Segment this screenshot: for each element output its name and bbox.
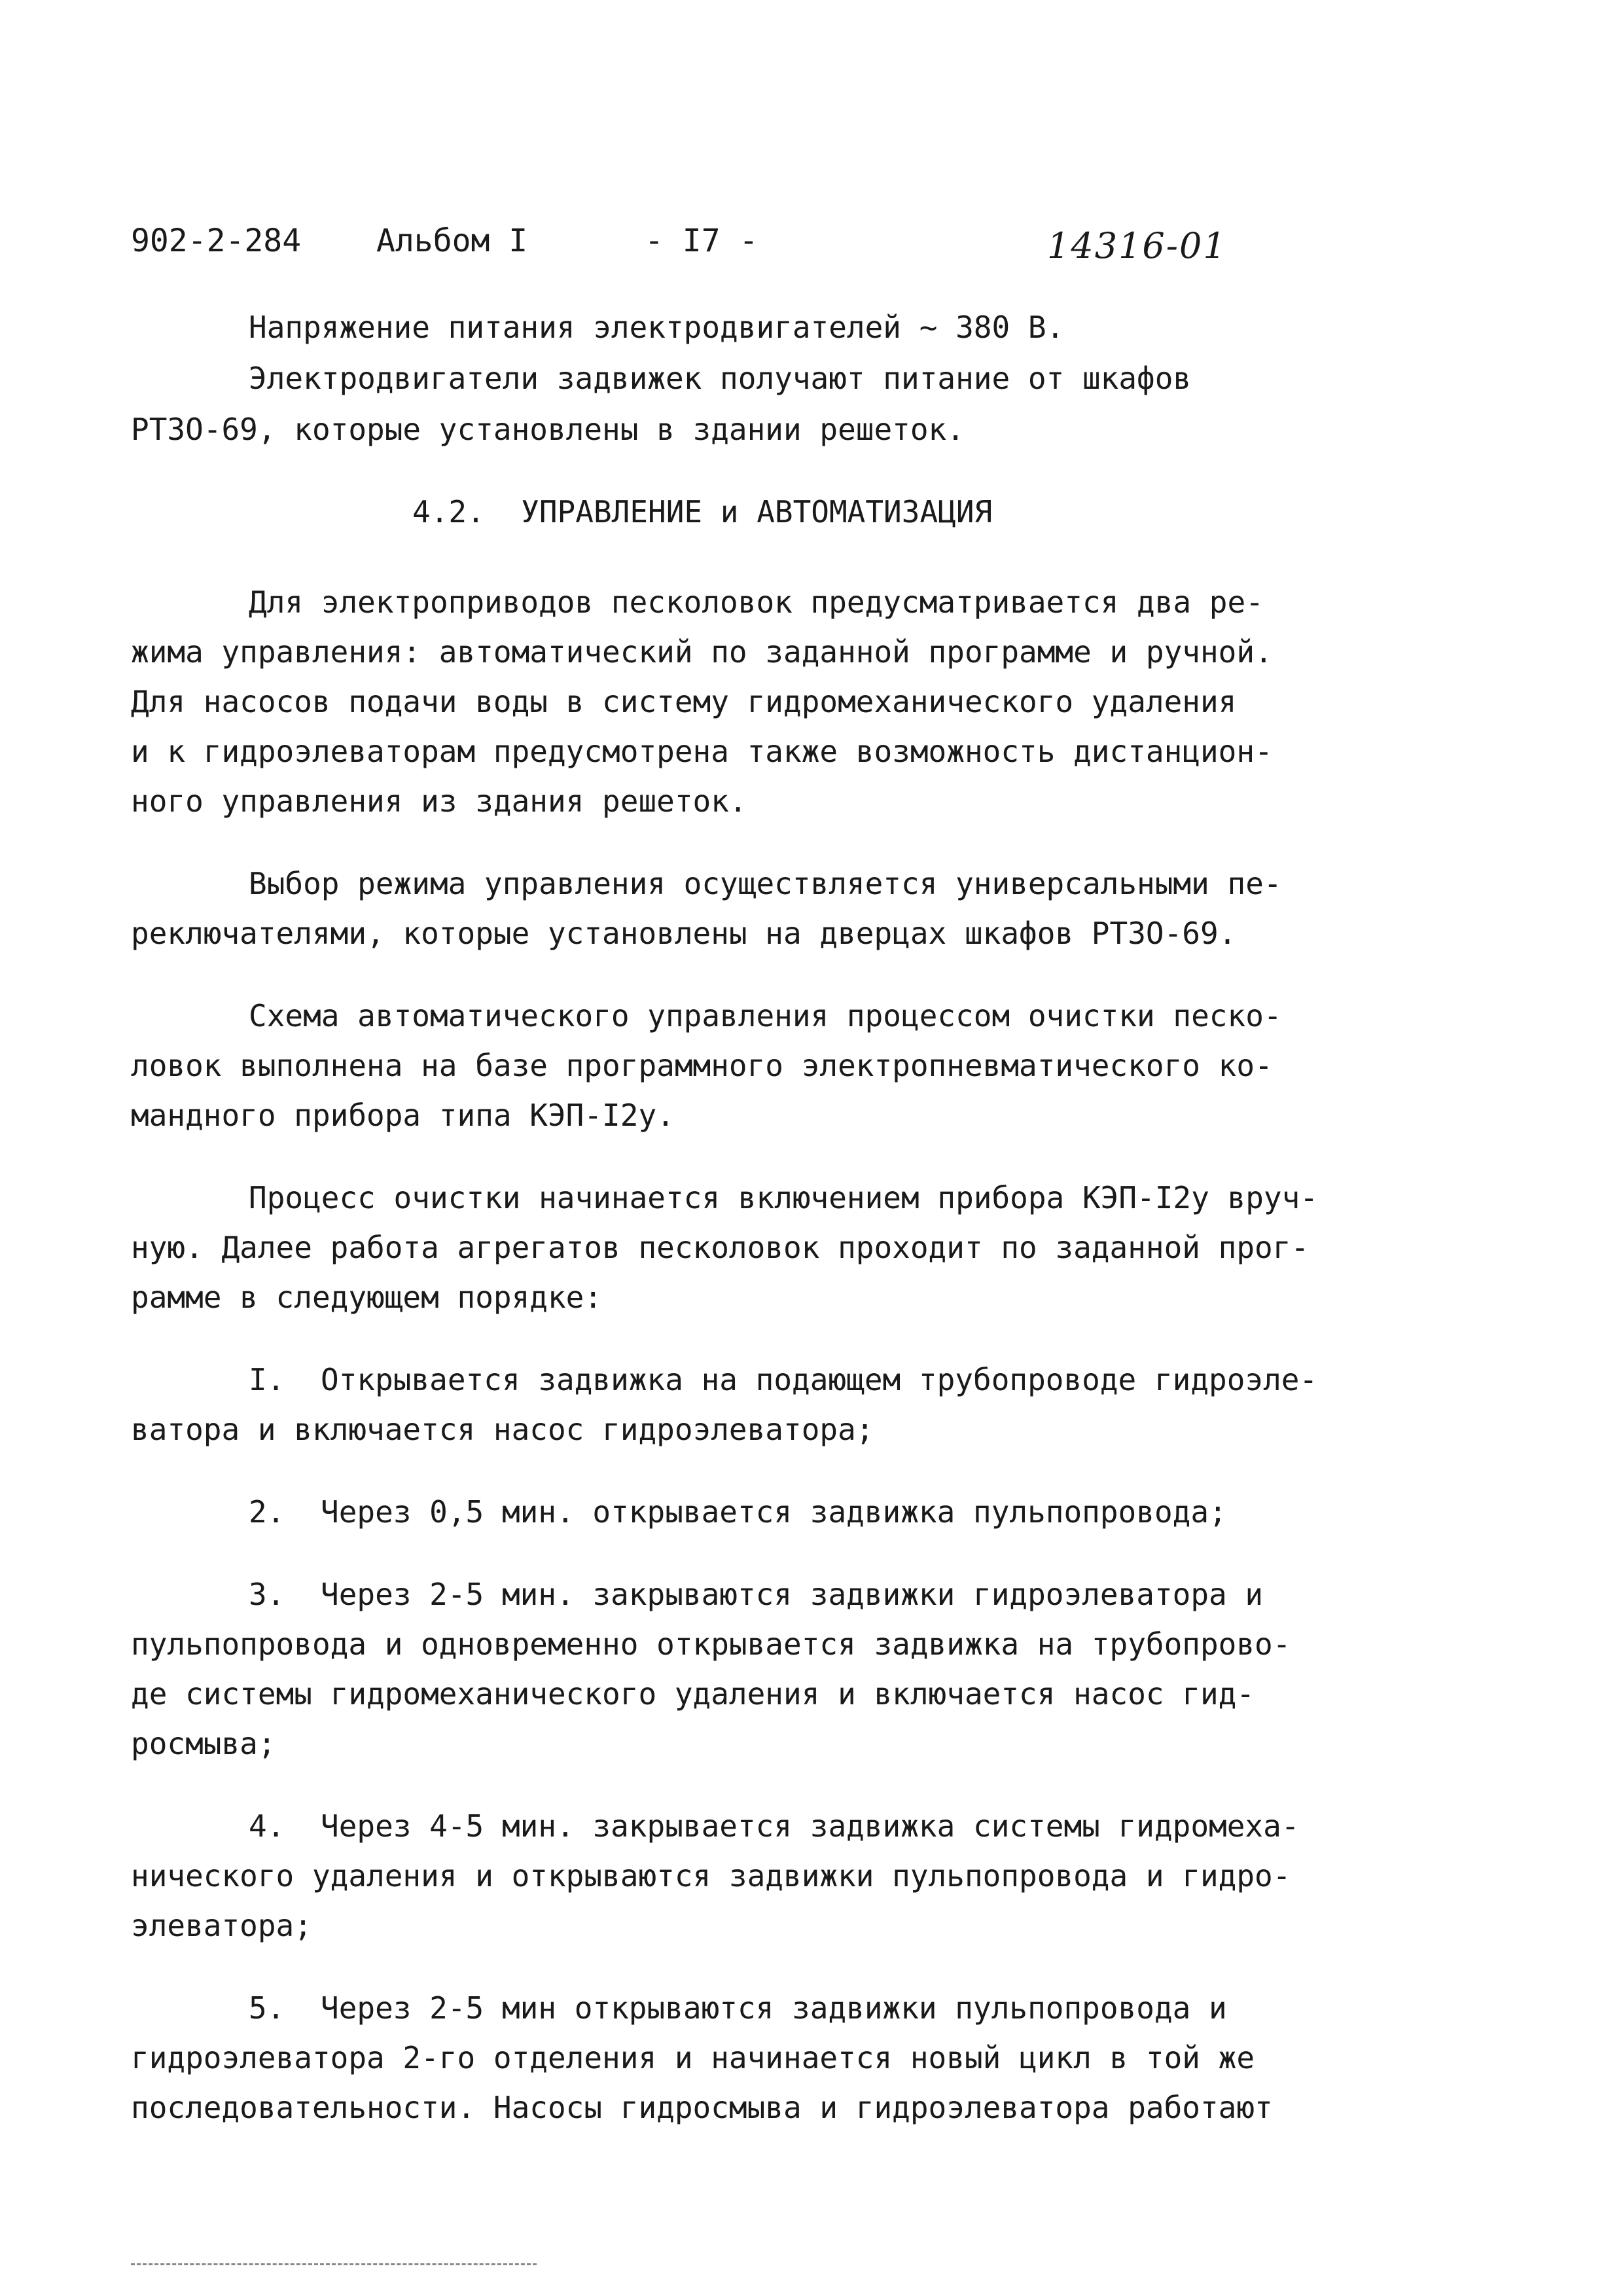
paragraph-line: Выбор режима управления осуществляется универсальными пе-	[249, 866, 1282, 901]
step-number: 2.	[249, 1494, 285, 1530]
step-line: Через 0,5 мин. открывается задвижка пульпопровода;	[321, 1494, 1227, 1530]
step-line: ватора и включается насос гидроэлеватора;	[131, 1412, 874, 1447]
intro-line: Электродвигатели задвижек получают питание от шкафов	[249, 361, 1192, 396]
step-line: росмыва;	[131, 1726, 276, 1761]
paragraph-line: Процесс очистки начинается включением прибора КЭП-I2у вруч-	[249, 1180, 1318, 1215]
footer-divider	[131, 2263, 537, 2265]
step-line: Через 4-5 мин. закрывается задвижка системы гидромеха-	[321, 1808, 1300, 1844]
step-line: нического удаления и открываются задвижки пульпопровода и гидро-	[131, 1858, 1291, 1893]
paragraph-line: реключателями, которые установлены на дверцах шкафов РТЗО-69.	[131, 916, 1237, 951]
paragraph-line: Для насосов подачи воды в систему гидромеханического удаления	[131, 684, 1237, 719]
paragraph-line: и к гидроэлеваторам предусмотрена также возможность дистанцион-	[131, 734, 1273, 769]
step-number: 4.	[249, 1808, 285, 1844]
step-line: гидроэлеватора 2-го отделения и начинается новый цикл в той же	[131, 2040, 1255, 2075]
step-line: Открывается задвижка на подающем трубопроводе гидроэле-	[321, 1362, 1318, 1397]
paragraph-line: жима управления: автоматический по заданной программе и ручной.	[131, 634, 1273, 670]
step-line: элеватора;	[131, 1908, 312, 1943]
intro-line: Напряжение питания электродвигателей ~ 380 В.	[249, 310, 1065, 345]
paragraph-line: ную. Далее работа агрегатов песколовок проходит по заданной прог-	[131, 1230, 1310, 1265]
step-line: Через 2-5 мин. закрываются задвижки гидроэлеватора и	[321, 1577, 1264, 1612]
paragraph-line: ного управления из здания решеток.	[131, 783, 747, 819]
step-number: 3.	[249, 1577, 285, 1612]
step-number: 5.	[249, 1990, 285, 2026]
step-line: Через 2-5 мин открываются задвижки пульпопровода и	[321, 1990, 1227, 2026]
handwritten-number: 14316-01	[1047, 225, 1227, 266]
paragraph-line: рамме в следующем порядке:	[131, 1280, 603, 1315]
step-line: последовательности. Насосы гидросмыва и гидроэлеватора работают	[131, 2090, 1273, 2125]
paragraph-line: Схема автоматического управления процессом очистки песко-	[249, 998, 1282, 1033]
paragraph-line: мандного прибора типа КЭП-I2у.	[131, 1098, 675, 1133]
page-number: - I7 -	[645, 223, 758, 259]
step-line: пульпопровода и одновременно открывается задвижка на трубопрово-	[131, 1626, 1291, 1662]
step-number: I.	[249, 1362, 285, 1397]
section-title: 4.2. УПРАВЛЕНИЕ и АВТОМАТИЗАЦИЯ	[412, 494, 993, 529]
album-label: Альбом I	[376, 223, 528, 259]
step-line: де системы гидромеханического удаления и включается насос гид-	[131, 1676, 1255, 1712]
paragraph-line: Для электроприводов песколовок предусматривается два ре-	[249, 584, 1264, 620]
doc-code: 902-2-284	[131, 223, 302, 259]
intro-line: РТЗО-69, которые установлены в здании решеток.	[131, 412, 965, 447]
paragraph-line: ловок выполнена на базе программного электропневматического ко-	[131, 1048, 1273, 1083]
